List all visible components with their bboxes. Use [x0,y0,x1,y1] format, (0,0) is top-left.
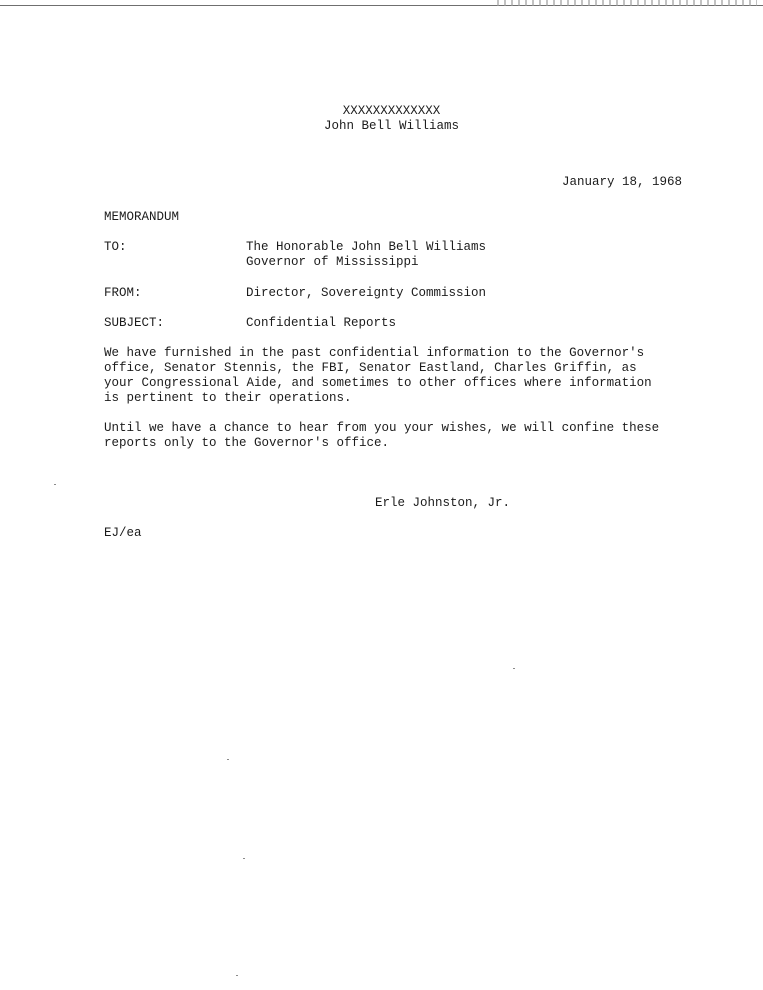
letterhead [0,104,763,134]
to-label: TO: [104,240,127,254]
scan-artifact-dots [497,0,757,6]
signature-line: Erle Johnston, Jr. [375,496,511,510]
to-value-line2: Governor of Mississippi [246,255,419,269]
scan-speck [513,668,515,669]
subject-value: Confidential Reports [246,316,397,330]
scan-speck [236,975,238,976]
scan-speck [227,759,229,760]
memo-heading: MEMORANDUM [104,210,180,224]
to-value-line1: The Honorable John Bell Williams [246,240,487,254]
scan-speck [243,858,245,859]
from-label: FROM: [104,286,142,300]
scan-speck [54,484,56,485]
memo-date: January 18, 1968 [562,175,683,189]
body-paragraph-1: We have furnished in the past confidential information to the Governor's office, Senator Stennis, the FBI, Senator Eastland, Charles Griffin, as your Congressional Aide, and sometimes to other offices where information is pertinent to their operations. [104,346,652,405]
typist-initials: EJ/ea [104,526,142,540]
body-paragraph-2: Until we have a chance to hear from you your wishes, we will confine these reports only to the Governor's office. [104,421,660,450]
from-value: Director, Sovereignty Commission [246,286,487,300]
subject-label: SUBJECT: [104,316,165,330]
addressee-name: John Bell Williams [323,119,460,133]
struck-out-name: XXXXXXXXXXXXX [342,104,441,118]
